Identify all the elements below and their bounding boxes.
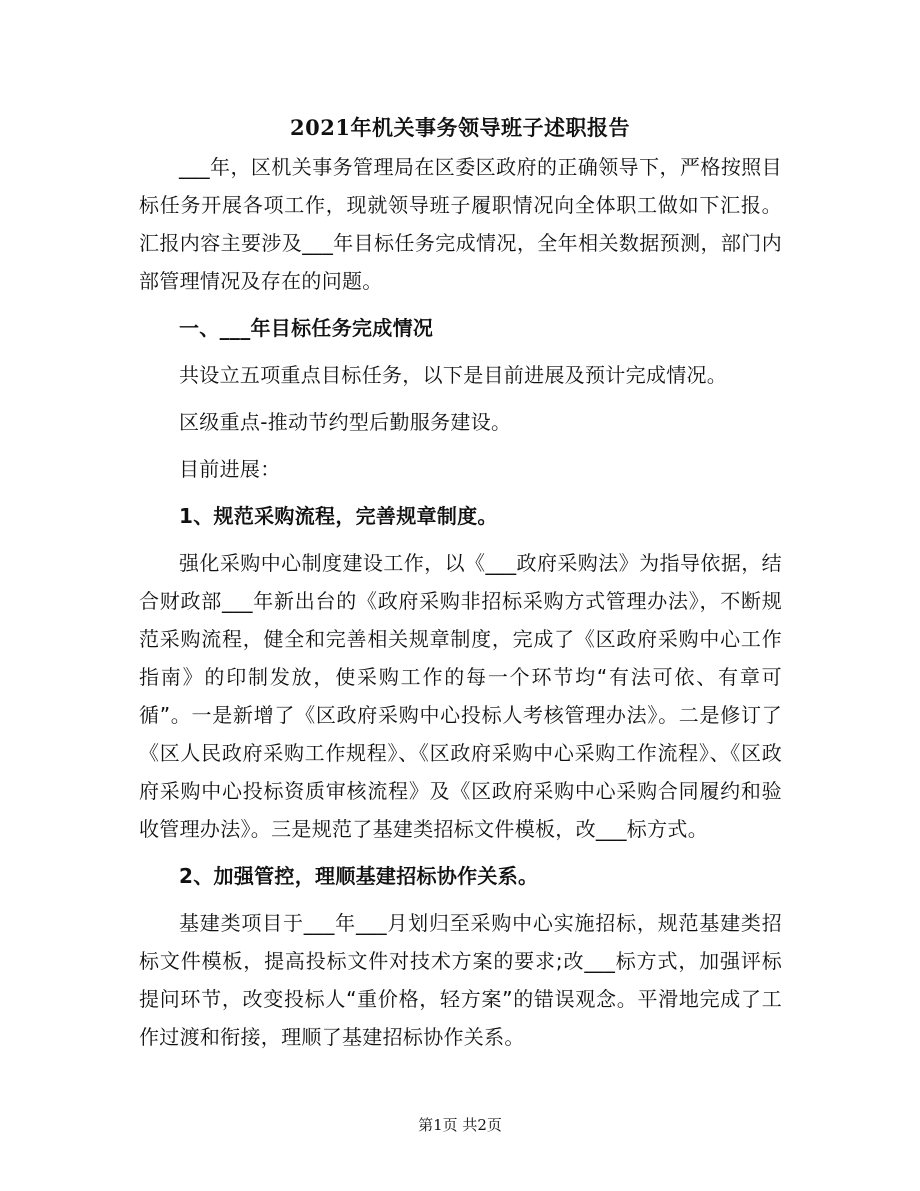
body-paragraph: 基建类项目于___年___月划归至采购中心实施招标，规范基建类招标文件模板，提高投标文件对技术方案的要求;改___标方式，加强评标提问环节，改变投标人“重价格，轻方案”的错误观念。平滑地完成了工作过渡和衔接，理顺了基建招标协作关系。 <box>139 911 782 1049</box>
body-paragraph: 区级重点-推动节约型后勤服务建设。 <box>179 410 512 434</box>
section-heading-1: 一、___年目标任务完成情况 <box>179 316 434 340</box>
body-paragraph: 共设立五项重点目标任务，以下是目前进展及预计完成情况。 <box>179 363 728 387</box>
document-title: 2021年机关事务领导班子述职报告 <box>290 115 630 140</box>
subsection-heading-2: 2、加强管控，理顺基建招标协作关系。 <box>179 864 539 888</box>
document-body <box>139 148 782 1065</box>
subsection-heading-1: 1、规范采购流程，完善规章制度。 <box>179 504 498 528</box>
body-paragraph: 目前进展： <box>179 457 281 481</box>
intro-paragraph: ___年，区机关事务管理局在区委区政府的正确领导下，严格按照目标任务开展各项工作，现就领导班子履职情况向全体职工做如下汇报。汇报内容主要涉及___年目标任务完成情况，全年相关数据预测，部门内部管理情况及存在的问题。 <box>139 155 782 293</box>
body-paragraph: 强化采购中心制度建设工作，以《___政府采购法》为指导依据，结合财政部___年新出台的《政府采购非招标采购方式管理办法》，不断规范采购流程，健全和完善相关规章制度，完成了《区政府采购中心工作指南》的印制发放，使采购工作的每一个环节均“有法可依、有章可循”。一是新增了《区政府采购中心投标人考核管理办法》。二是修订了《区人民政府采购工作规程》、《区政府采购中心采购工作流程》、《区政府采购中心投标资质审核流程》及《区政府采购中心采购合同履约和验收管理办法》。三是规范了基建类招标文件模板，改___标方式。 <box>139 551 782 841</box>
page-number: 第1页 共2页 <box>418 1116 502 1134</box>
